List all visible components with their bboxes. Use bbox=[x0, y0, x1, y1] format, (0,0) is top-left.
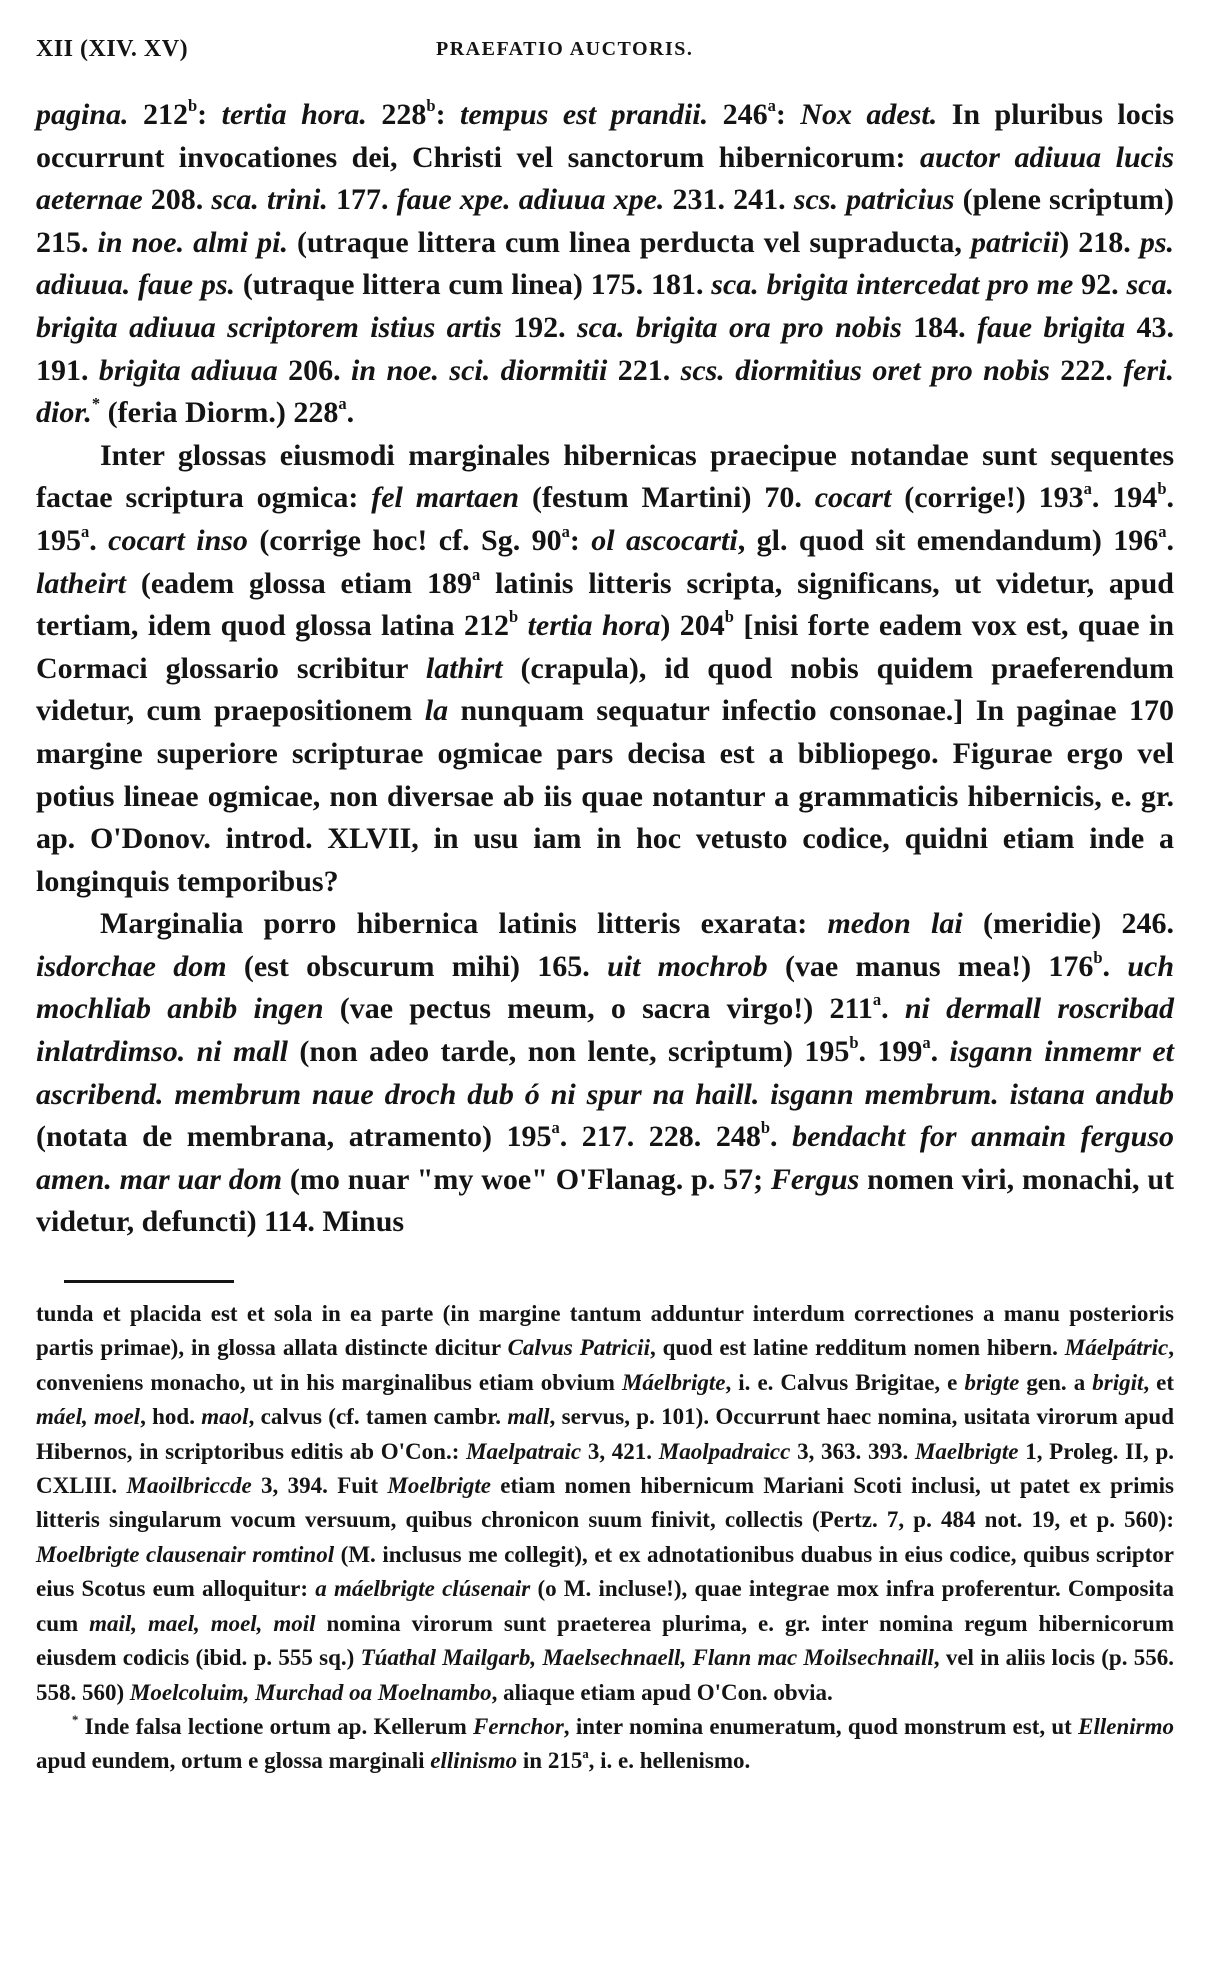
text-run: 206. bbox=[277, 353, 352, 387]
text-run: : bbox=[197, 98, 222, 131]
superscript-mark: a bbox=[582, 1747, 589, 1762]
text-run: 3, 394. Fuit bbox=[251, 1473, 388, 1499]
text-run: 246 bbox=[708, 98, 768, 131]
document-page bbox=[36, 22, 1174, 1972]
text-run: (meridie) 246. bbox=[962, 907, 1174, 941]
italic-text: pagina. bbox=[36, 98, 129, 131]
text-run: . bbox=[1166, 523, 1174, 557]
italic-text: Ellenirmo bbox=[1078, 1713, 1174, 1739]
text-run: apud eundem, ortum e glossa marginali bbox=[36, 1748, 431, 1774]
italic-text: faue brigita bbox=[977, 310, 1126, 344]
text-run: . 217. 228. 248 bbox=[559, 1120, 761, 1154]
italic-text: Moelbrigte bbox=[387, 1473, 491, 1499]
superscript-mark: a bbox=[1083, 479, 1092, 499]
footnote-continued bbox=[36, 1297, 1174, 1710]
text-run: , aliaque etiam apud O'Con. obvia. bbox=[491, 1679, 833, 1705]
text-run: Inde falsa lectione ortum ap. Kellerum bbox=[78, 1713, 474, 1739]
footnote-asterisk bbox=[36, 1710, 1174, 1779]
italic-text: Maelpatraic bbox=[466, 1438, 582, 1464]
italic-text: scs. diormitius oret pro nobis bbox=[680, 353, 1050, 387]
text-run: (o M. incluse!), quae integrae mox infra proferentur. Composita cum bbox=[36, 1576, 1174, 1636]
body-paragraph-1 bbox=[36, 94, 1174, 435]
text-run: 192. bbox=[501, 310, 577, 344]
footnotes bbox=[36, 1297, 1174, 1779]
superscript-mark: * bbox=[72, 1712, 79, 1727]
italic-text: latheirt bbox=[36, 566, 127, 600]
text-run: tunda et placida est et sola in ea parte (in margine tantum adduntur interdum correctiones a manu posterioris partis primae), in glossa allata distincte dicitur bbox=[36, 1301, 1174, 1361]
superscript-mark: a bbox=[551, 1118, 560, 1138]
text-run: 3, 363. 393. bbox=[790, 1438, 915, 1464]
italic-text: a máelbrigte clúsenair bbox=[315, 1576, 531, 1602]
text-run: 221. bbox=[607, 353, 681, 387]
text-run: (notata de membrana, atramento) 195 bbox=[36, 1120, 552, 1154]
italic-text: maol bbox=[201, 1404, 249, 1430]
italic-text: ni dermall roscribad inlatrdimso. ni mall bbox=[36, 992, 1175, 1069]
text-run: , i. e. hellenismo. bbox=[588, 1748, 751, 1774]
text-run: 92. bbox=[1073, 268, 1127, 302]
italic-text: sca. brigita adiuua scriptorem istius artis bbox=[36, 268, 1174, 344]
superscript-mark: b bbox=[1093, 947, 1103, 967]
text-run: 222. bbox=[1049, 353, 1124, 387]
italic-text: sca. brigita ora pro nobis bbox=[576, 310, 902, 344]
text-run: Marginalia porro hibernica latinis litteris exarata: bbox=[100, 907, 828, 941]
text-run: 184. bbox=[901, 310, 978, 344]
superscript-mark: a bbox=[561, 521, 570, 541]
italic-text: Nox adest. bbox=[800, 98, 938, 131]
italic-text: in noe. sci. diormitii bbox=[351, 353, 608, 387]
running-head bbox=[36, 22, 1174, 66]
running-title: PRAEFATIO AUCTORIS. bbox=[436, 38, 694, 60]
text-run: (vae pectus meum, o sacra virgo!) 211 bbox=[323, 992, 873, 1026]
text-run: , hod. bbox=[140, 1404, 202, 1430]
superscript-mark: b bbox=[760, 1118, 771, 1138]
italic-text: lathirt bbox=[425, 651, 503, 685]
text-run: 231. 241. bbox=[664, 183, 794, 217]
text-run: etiam nomen hibernicum Mariani Scoti inclusi, ut patet ex primis litteris singularum vocum versuum, quibus chronicon suum finivit, collectis (Pertz. 7, p. 484 not. 19, et p. 560): bbox=[36, 1473, 1175, 1533]
text-run: , inter nomina enumeratum, quod monstrum est, ut bbox=[563, 1713, 1079, 1739]
text-run: (feria Diorm.) 228 bbox=[100, 396, 339, 430]
text-run: : bbox=[435, 98, 461, 131]
text-run: , vel in aliis locis (p. 556. 558. 560) bbox=[36, 1645, 1174, 1705]
text-run: , gl. quod sit emendandum) 196 bbox=[737, 523, 1159, 557]
superscript-mark: b bbox=[508, 606, 519, 626]
text-run: nomen viri, monachi, ut videtur, defuncti) 114. Minus bbox=[36, 1162, 1174, 1239]
superscript-mark: a bbox=[872, 990, 882, 1010]
text-run: . bbox=[881, 992, 905, 1026]
italic-text: Maelbrigte bbox=[914, 1438, 1019, 1464]
superscript-mark: b bbox=[187, 95, 198, 115]
text-run bbox=[518, 609, 527, 642]
text-run: . 195 bbox=[36, 481, 1174, 557]
text-run: 43. 191. bbox=[36, 310, 1175, 387]
italic-text: ps. adiuua. faue ps. bbox=[36, 225, 1175, 302]
italic-text: Moelbrigte clausenair romtinol bbox=[36, 1541, 335, 1567]
italic-text: Fernchor bbox=[473, 1713, 564, 1739]
italic-text: mail, mael, moel, moil bbox=[89, 1610, 316, 1636]
italic-text: medon lai bbox=[827, 907, 963, 941]
text-run: (corrige hoc! cf. Sg. 90 bbox=[247, 523, 562, 557]
text-run: ) 204 bbox=[660, 609, 725, 643]
text-run: , et bbox=[1143, 1369, 1175, 1395]
text-run: nunquam sequatur infectio consonae.] In paginae 170 margine superiore scripturae ogmicae pars decisa est a bibliopego. Figurae ergo vel potius lineae ogmicae, non diversae ab iis quae notantur a grammaticis hibernicis, e. gr. ap. O'Donov. introd. XLVII, in usu iam in hoc vetusto codice, quidni etiam inde a longinquis temporibus? bbox=[36, 694, 1174, 898]
text-run: In pluribus locis occurrunt invocationes dei, Christi vel sanctorum hibernicorum: bbox=[36, 98, 1175, 174]
text-run: , conveniens monacho, ut in his marginalibus etiam obvium bbox=[36, 1335, 1174, 1395]
italic-text: Túathal Mailgarb, Maelsechnaell, Flann mac Moilsechnaill bbox=[360, 1645, 934, 1671]
text-run: 212 bbox=[128, 98, 188, 131]
text-run: , servus, p. 101). Occurrunt haec nomina, usitata virorum apud Hibernos, in scriptoribus editis ab O'Con.: bbox=[36, 1404, 1175, 1464]
text-run: Inter glossas eiusmodi marginales hibernicas praecipue notandae sunt sequentes factae scriptura ogmica: bbox=[36, 438, 1174, 515]
text-run: , quod est latine redditum nomen hibern. bbox=[649, 1335, 1065, 1361]
text-run: , calvus (cf. tamen cambr. bbox=[248, 1404, 508, 1430]
italic-text: scs. patricius bbox=[793, 183, 955, 217]
italic-text: cocart inso bbox=[108, 523, 248, 557]
italic-text: brigit bbox=[1092, 1369, 1144, 1395]
main-text bbox=[36, 94, 1174, 1244]
text-run: (non adeo tarde, non lente, scriptum) 195 bbox=[288, 1035, 850, 1069]
italic-text: uit mochrob bbox=[607, 949, 768, 983]
italic-text: sca. brigita intercedat pro me bbox=[711, 268, 1074, 302]
italic-text: sca. trini. bbox=[211, 183, 328, 217]
body-paragraph-3 bbox=[36, 903, 1174, 1244]
superscript-mark: a bbox=[922, 1032, 931, 1052]
text-run: 228 bbox=[366, 98, 427, 131]
page-number: XII (XIV. XV) bbox=[36, 36, 189, 62]
text-run: (M. inclusus me collegit), et ex adnotationibus duabus in eius codice, quibus scriptor eius Scotus eum alloquitur: bbox=[36, 1541, 1175, 1602]
italic-text: fel martaen bbox=[371, 481, 520, 515]
text-run: , i. e. Calvus Brigitae, e bbox=[725, 1369, 965, 1395]
italic-text: Máelpátric bbox=[1064, 1335, 1169, 1361]
text-run: (utraque littera cum linea perducta vel supraducta, bbox=[287, 225, 971, 259]
text-run: (festum Martini) 70. bbox=[519, 481, 815, 515]
italic-text: mall bbox=[507, 1404, 550, 1430]
italic-text: brigita adiuua bbox=[98, 353, 278, 387]
text-run: (eadem glossa etiam 189 bbox=[126, 566, 473, 600]
italic-text: Fergus bbox=[770, 1162, 860, 1196]
superscript-mark: a bbox=[338, 393, 347, 413]
italic-text: tertia hora. bbox=[221, 98, 367, 131]
italic-text: brigte bbox=[964, 1369, 1020, 1395]
text-run: 208. bbox=[142, 183, 212, 217]
text-run: (crapula), id quod nobis quidem praeferendum videtur, cum praepositionem bbox=[36, 651, 1174, 728]
text-run: . 194 bbox=[1091, 481, 1158, 515]
italic-text: Calvus Patricii bbox=[507, 1335, 650, 1361]
superscript-mark: b bbox=[724, 606, 734, 626]
italic-text: Maoilbriccde bbox=[126, 1473, 252, 1499]
italic-text: isgann inmemr et ascribend. membrum naue droch dub ó ni spur na haill. isgann membrum. istana andub bbox=[36, 1035, 1175, 1111]
text-run: : bbox=[569, 523, 592, 557]
body-paragraph-2 bbox=[36, 435, 1174, 904]
text-run: (est obscurum mihi) 165. bbox=[226, 949, 608, 983]
superscript-mark: a bbox=[472, 564, 481, 584]
italic-text: patricii bbox=[970, 225, 1060, 259]
text-run: . bbox=[346, 396, 355, 430]
superscript-mark: a bbox=[81, 521, 90, 541]
superscript-mark: b bbox=[1157, 479, 1167, 499]
italic-text: bendacht for anmain ferguso amen. mar uar dom bbox=[36, 1120, 1175, 1196]
superscript-mark: b bbox=[426, 95, 436, 115]
footnote-divider bbox=[64, 1280, 234, 1283]
text-run: . 199 bbox=[858, 1035, 923, 1069]
italic-text: cocart bbox=[814, 481, 892, 515]
italic-text: tempus est prandii. bbox=[460, 98, 709, 131]
italic-text: faue xpe. adiuua xpe. bbox=[396, 183, 665, 217]
text-run: 177. bbox=[327, 183, 397, 217]
text-run: 1, Proleg. II, p. CXLIII. bbox=[36, 1438, 1174, 1499]
italic-text: feri. dior. bbox=[36, 353, 1175, 430]
text-run: (mo nuar "my woe" O'Flanag. p. 57; bbox=[282, 1162, 771, 1196]
text-run: in 215 bbox=[517, 1748, 583, 1774]
text-run: [nisi forte eadem vox est, quae in Cormaci glossario scribitur bbox=[36, 609, 1175, 685]
text-run: (vae manus mea!) 176 bbox=[767, 949, 1094, 983]
text-run: 3, 421. bbox=[581, 1438, 659, 1464]
text-run: latinis litteris scripta, significans, ut videtur, apud tertiam, idem quod glossa latina 212 bbox=[36, 566, 1174, 643]
superscript-mark: b bbox=[849, 1032, 859, 1052]
italic-text: tertia hora bbox=[527, 609, 661, 643]
text-run: (utraque littera cum linea) 175. 181. bbox=[235, 268, 712, 302]
text-run: . bbox=[930, 1035, 950, 1069]
italic-text: Máelbrigte bbox=[621, 1369, 726, 1395]
text-run: . bbox=[1102, 949, 1128, 983]
italic-text: in noe. almi pi. bbox=[97, 225, 288, 259]
text-run: (plene scriptum) 215. bbox=[36, 183, 1175, 259]
italic-text: uch mochliab anbib ingen bbox=[36, 949, 1174, 1026]
text-run: : bbox=[775, 98, 801, 131]
italic-text: Maolpadraicc bbox=[658, 1438, 791, 1464]
italic-text: ellinismo bbox=[430, 1748, 518, 1774]
text-run: ) 218. bbox=[1059, 225, 1140, 259]
italic-text: ol ascocarti bbox=[591, 523, 738, 557]
italic-text: Moelcoluim, Murchad oa Moelnambo bbox=[129, 1679, 492, 1705]
text-run: . bbox=[770, 1120, 793, 1154]
italic-text: la bbox=[424, 694, 449, 728]
superscript-mark: a bbox=[767, 95, 776, 115]
text-run: nomina virorum sunt praeterea plurima, e. gr. inter nomina regum hibernicorum eiusdem codicis (ibid. p. 555 sq.) bbox=[36, 1610, 1174, 1671]
superscript-mark: a bbox=[1158, 521, 1167, 541]
text-run: gen. a bbox=[1019, 1369, 1093, 1395]
italic-text: auctor adiuua lucis aeternae bbox=[36, 140, 1174, 217]
text-run: (corrige!) 193 bbox=[891, 481, 1084, 515]
superscript-mark: * bbox=[91, 393, 101, 413]
italic-text: isdorchae dom bbox=[36, 949, 227, 983]
text-run: . bbox=[89, 523, 109, 557]
italic-text: máel, moel bbox=[36, 1404, 141, 1430]
